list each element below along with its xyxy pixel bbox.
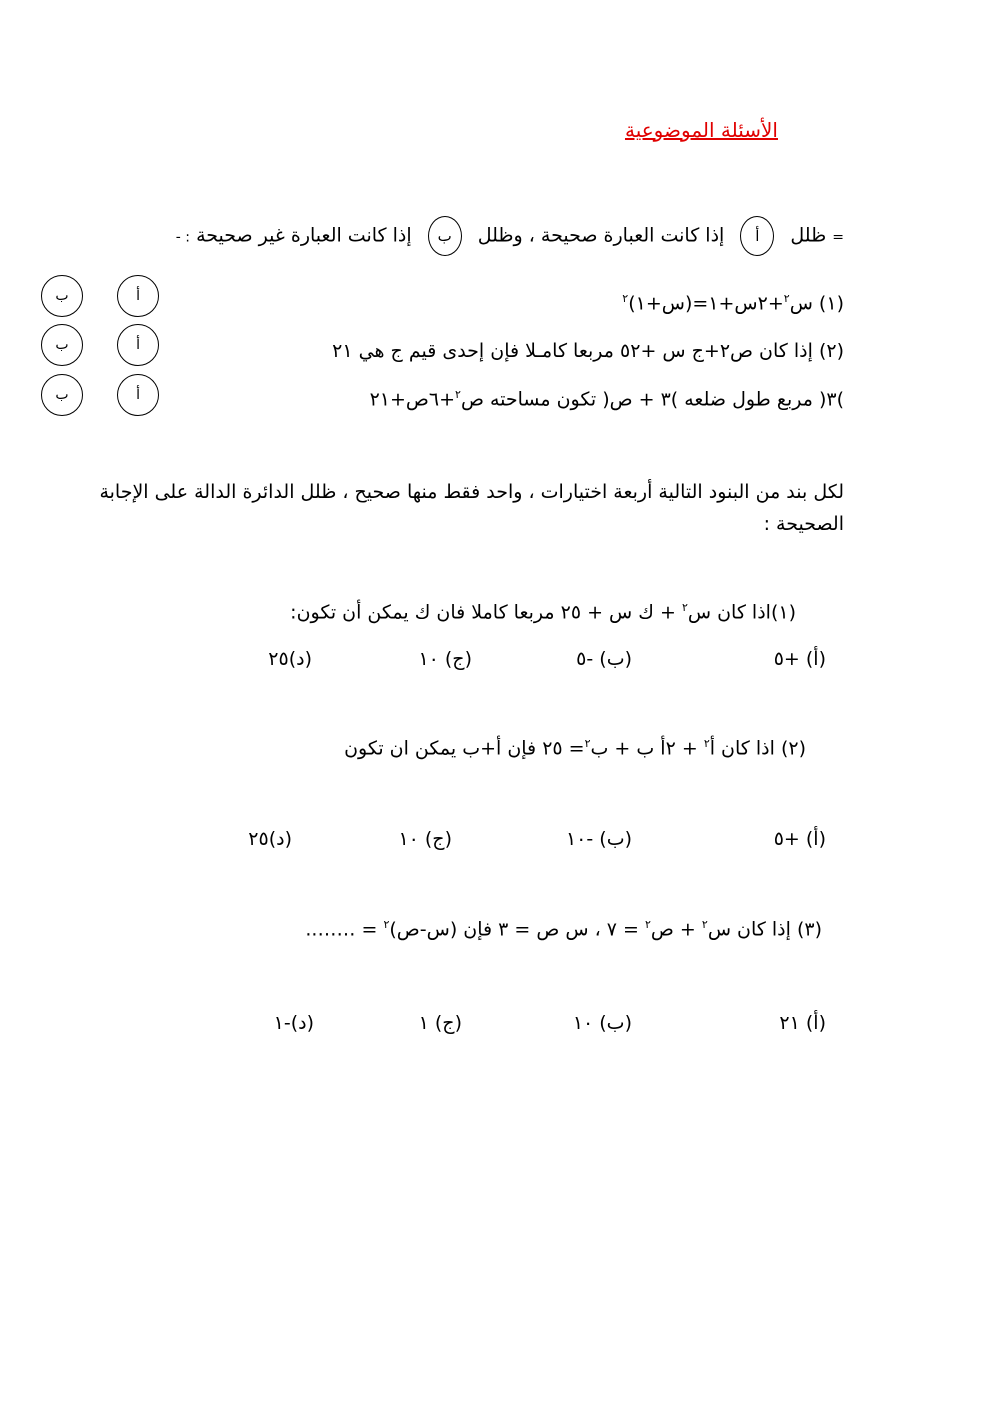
tf-statement-3: )٣( مربع طول ضلعه )٣ + ص( تكون مساحته ص$^٢$+٦ص+٢١ [369, 388, 844, 411]
page-title: الأسئلة الموضوعية [624, 118, 778, 142]
instructions [176, 216, 844, 256]
instructions-if-true: إذا كانت العبارة صحيحة ، وظلل [477, 224, 725, 247]
circle-b-icon: ب [428, 216, 462, 256]
tf-2-choice-b[interactable]: ب [41, 324, 83, 366]
mcq-1-option-a[interactable]: (أ) +٥ [773, 648, 826, 670]
instructions-if-false: إذا كانت العبارة غير صحيحة [196, 224, 412, 247]
mcq-1-option-d[interactable]: (د)٢٥ [268, 648, 312, 670]
mcq-3-option-b[interactable]: (ب) ١٠ [572, 1012, 632, 1034]
tf-3-choice-a[interactable]: أ [117, 374, 159, 416]
mcq-instructions: لكل بند من البنود التالية أربعة اختيارات ، واحد فقط منها صحيح ، ظلل الدائرة الدالة على الإجابة الصحيحة : [99, 481, 844, 535]
mcq-1-option-c[interactable]: (ج) ١٠ [418, 648, 472, 670]
tf-3-choice-b[interactable]: ب [41, 374, 83, 416]
mcq-2-option-a[interactable]: (أ) +٥ [773, 828, 826, 850]
mcq-2-option-d[interactable]: (د)٢٥ [248, 828, 292, 850]
circle-a-icon: أ [740, 216, 774, 256]
tf-statement-1: (١) س$^٢$+٢س+١=(س+١)$^٢$ [622, 292, 844, 315]
tf-1-choice-a[interactable]: أ [117, 275, 159, 317]
mcq-3-option-c[interactable]: (ج) ١ [418, 1012, 462, 1034]
mcq-question-2: (٢) اذا كان أ$^٢$ + ٢أ ب + ب$^٢$= ٢٥ فإن أ+ب يمكن ان تكون [344, 737, 806, 760]
tf-2-choice-a[interactable]: أ [117, 324, 159, 366]
instructions-shade: ظلل [790, 224, 827, 247]
tf-1-choice-b[interactable]: ب [41, 275, 83, 317]
instructions-trail: : - [175, 229, 191, 246]
tf-statement-2: (٢) إذا كان ص٢+ج س +٥٢ مربعا كامـلا فإن إحدى قيم ج هي ٢١ [332, 340, 844, 362]
instructions-lead: = [832, 229, 844, 246]
mcq-question-3: (٣) إذا كان س$^٢$ + ص$^٢$ = ٧ ، س ص = ٣ فإن (س-ص)$^٢$ = …….. [305, 918, 822, 941]
mcq-3-option-d[interactable]: (د)-١ [273, 1012, 314, 1034]
mcq-3-option-a[interactable]: (أ) ٢١ [779, 1012, 826, 1034]
mcq-1-option-b[interactable]: (ب) -٥ [576, 648, 632, 670]
mcq-question-1: (١)اذا كان س$^٢$ + ك س + ٢٥ مربعا كاملا فان ك يمكن أن تكون: [290, 601, 796, 624]
mcq-2-option-c[interactable]: (ج) ١٠ [398, 828, 452, 850]
mcq-2-option-b[interactable]: (ب) -١٠ [565, 828, 632, 850]
